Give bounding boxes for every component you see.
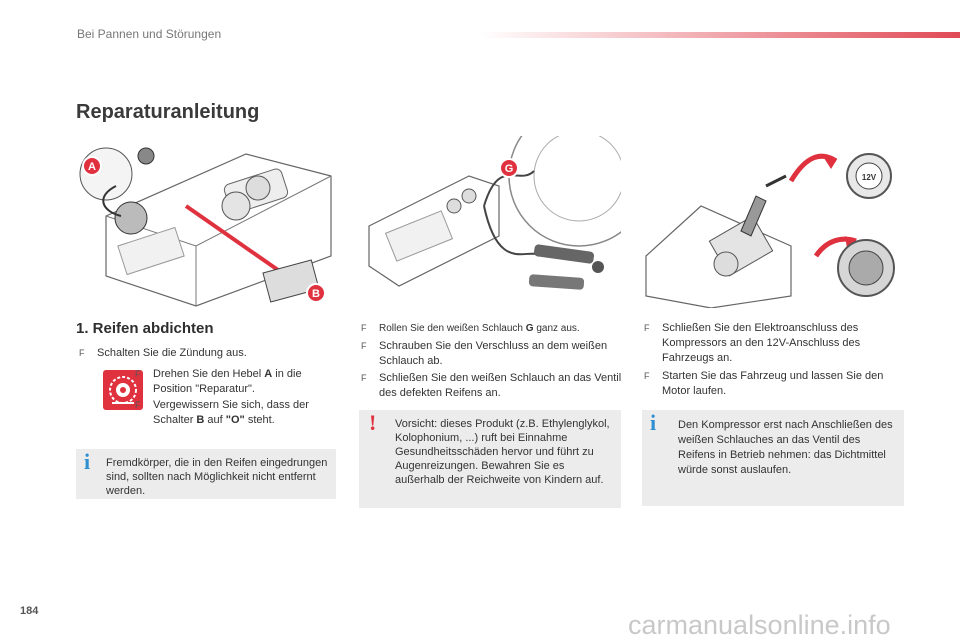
warning-note [359, 410, 621, 508]
switch-ref: B [196, 414, 205, 426]
step1-bullet-2 [135, 367, 335, 397]
col3-bullet-2 [644, 369, 904, 399]
hose-ref: G [525, 323, 534, 334]
bullet-marker: F [79, 348, 85, 358]
header-accent-bar [480, 32, 960, 38]
figure-12v-socket [641, 136, 903, 308]
bullet-marker: F [361, 341, 367, 351]
col3-bullet-1 [644, 321, 904, 366]
bullet-marker: F [361, 323, 367, 333]
lever-ref: A [264, 368, 273, 380]
callout-g: G [504, 163, 514, 175]
bullet-text: Schließen Sie den Elektroanschluss des Kompressors an den 12V-Anschluss des Fahrzeugs an. [662, 322, 861, 364]
page-number: 184 [20, 605, 39, 617]
callout-a: A [88, 161, 96, 173]
bullet-text-pre: Rollen Sie den weißen Schlauch [379, 323, 526, 334]
warning-icon: ! [369, 410, 377, 435]
section-header: Bei Pannen und Störungen [77, 27, 222, 41]
bullet-text-post: in die Position "Reparatur". [153, 368, 302, 395]
figure-hose-to-valve [359, 136, 621, 308]
bullet-text: Schalten Sie die Zündung aus. [97, 347, 247, 359]
bullet-text-mid: auf [204, 414, 226, 426]
note-text: Fremdkörper, die in den Reifen eingedrungen sind, sollten nach Möglichkeit nicht entfernt werden. [106, 457, 328, 497]
switch-position: "O" [225, 414, 245, 426]
callout-b: B [312, 288, 320, 300]
bullet-marker: F [644, 323, 650, 333]
note-text: Den Kompressor erst nach Anschließen des weißen Schlauches an das Ventil des Reifens in Betrieb nehmen: das Dichtmittel würde sonst auslaufen. [678, 419, 893, 476]
step1-bullet-1 [79, 346, 329, 361]
col2-bullet-3 [361, 371, 623, 401]
bullet-marker: F [644, 371, 650, 381]
figure-compressor-lever [76, 136, 336, 308]
warning-text: Vorsicht: dieses Produkt (z.B. Ethylenglykol, Kolophonium, ...) ruft bei Einnahme Gesundheitsschäden hervor und führt zu Augenreizungen. Bewahren Sie es außerhalb der Reichweite von Kindern auf. [395, 418, 610, 486]
bullet-text: Schließen Sie den weißen Schlauch an das Ventil des defekten Reifens an. [379, 372, 622, 399]
info-note-foreign-objects [76, 449, 336, 499]
bullet-marker: F [361, 373, 367, 383]
bullet-text: Starten Sie das Fahrzeug und lassen Sie den Motor laufen. [662, 370, 884, 397]
info-icon: i [650, 410, 657, 435]
bullet-marker: F [135, 369, 141, 379]
info-icon: i [84, 449, 91, 474]
col2-bullet-1 [361, 321, 621, 336]
step1-bullet-3 [135, 398, 335, 428]
bullet-marker: F [135, 400, 141, 410]
info-note-compressor [642, 410, 904, 506]
col2-bullet-2 [361, 339, 621, 369]
page-title: Reparaturanleitung [76, 101, 260, 123]
bullet-text: Schrauben Sie den Verschluss an dem weißen Schlauch ab. [379, 340, 608, 367]
bullet-text-pre: Vergewissern Sie sich, dass der Schalter [153, 399, 309, 426]
watermark: carmanualsonline.info [628, 610, 891, 640]
bullet-text-post: ganz aus. [533, 323, 580, 334]
step-heading: 1. Reifen abdichten [76, 320, 214, 337]
bullet-text-pre: Drehen Sie den Hebel [153, 368, 265, 380]
socket-label: 12V [861, 173, 877, 182]
bullet-text-post: steht. [244, 414, 275, 426]
